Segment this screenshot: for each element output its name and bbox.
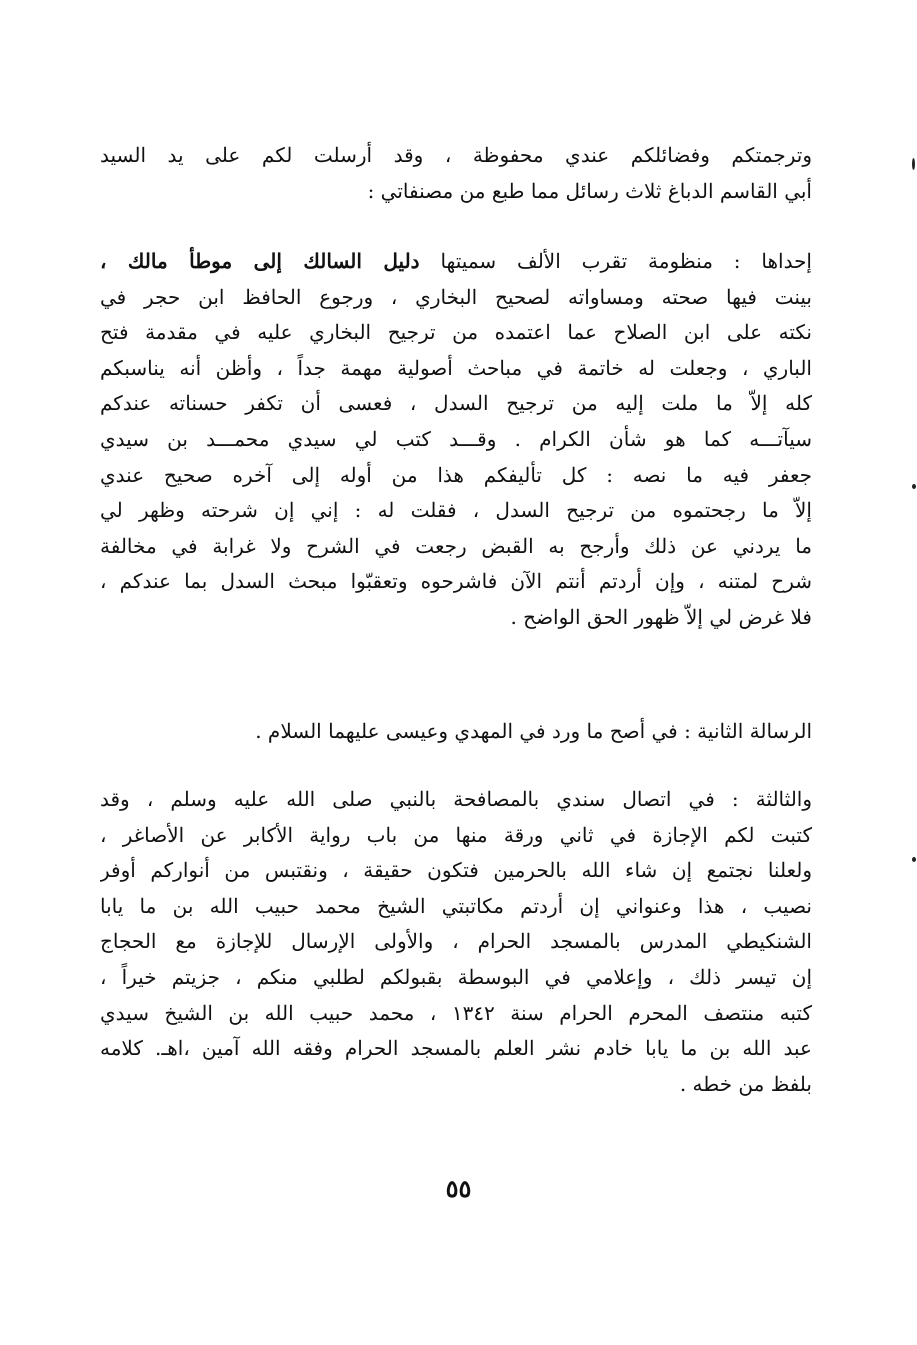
text-line: جعفر فيه ما نصه : كل تأليفكم هذا من أوله إلى آخره صحيح عندي xyxy=(100,462,812,487)
text-line: عبد الله بن ما يابا خادم نشر العلم بالمسجد الحرام وفقه الله آمين ،اهـ. كلامه xyxy=(100,1036,812,1061)
scan-speck xyxy=(912,484,916,489)
text-line: نكته على ابن الصلاح عما اعتمده من ترجيح البخاري عليه في مقدمة فتح xyxy=(100,320,812,345)
text-line: كتبت لكم الإجازة في ثاني ورقة منها من باب رواية الأكابر عن الأصاغر ، xyxy=(100,822,812,847)
paragraph-third-letter xyxy=(100,782,812,1102)
paragraph-second-letter xyxy=(100,714,812,750)
text-line: سيآتـــه كما هو شأن الكرام . وقـــد كتب لي سيدي محمـــد بن سيدي xyxy=(100,426,812,451)
text-run: إحداها : منظومة تقرب الألف سميتها xyxy=(419,249,812,273)
text-line: الرسالة الثانية : في أصح ما ورد في المهدي وعيسى عليهما السلام . xyxy=(255,719,812,743)
scan-speck xyxy=(912,158,915,170)
paragraph-intro xyxy=(100,138,812,209)
text-line: أبي القاسم الدباغ ثلاث رسائل مما طبع من مصنفاتي : xyxy=(367,178,812,203)
book-title: دليل السالك إلى موطأ مالك ، xyxy=(100,249,420,273)
text-line: شرح لمتنه ، وإن أردتم أنتم الآن فاشرحوه وتعقبّوا مبحث السدل بما عندكم ، xyxy=(100,569,812,594)
text-line: إلاّ ما رجحتموه من ترجيح السدل ، فقلت له : إني إن شرحته وظهر لي xyxy=(100,498,812,523)
text-line: ولعلنا نجتمع إن شاء الله بالحرمين فتكون حقيقة ، ونقتبس من أنواركم أوفر xyxy=(100,858,812,883)
text-line: كله إلاّ ما ملت إليه من ترجيح السدل ، فعسى أن تكفر حسناته عندكم xyxy=(100,391,812,416)
text-line: كتبه منتصف المحرم الحرام سنة ١٣٤٢ ، محمد حبيب الله بن الشيخ سيدي xyxy=(100,1000,812,1025)
text-line: بلفظ من خطه . xyxy=(679,1071,812,1096)
text-line: وترجمتكم وفضائلكم عندي محفوظة ، وقد أرسلت لكم على يد السيد xyxy=(100,143,812,167)
page-number: ٥٥ xyxy=(445,1174,472,1203)
text-line: فلا غرض لي إلاّ ظهور الحق الواضح . xyxy=(510,604,812,629)
text-line xyxy=(100,244,812,280)
text-line: الشنكيطي المدرس بالمسجد الحرام ، والأولى الإرسال للإجازة مع الحجاج xyxy=(100,929,812,954)
text-line: الباري ، وجعلت له خاتمة في مباحث أصولية مهمة جداً ، وأظن أنه يناسبكم xyxy=(100,355,812,380)
text-line: إن تيسر ذلك ، وإعلامي في البوسطة بقبولكم لطلبي منكم ، جزيتم خيراً ، xyxy=(100,964,812,989)
scan-speck xyxy=(912,857,916,862)
paragraph-first-letter xyxy=(100,244,812,636)
text-line: ما يردني عن ذلك وأرجح به القبض رجعت في الشرح ولا غرابة في مخالفة xyxy=(100,533,812,558)
text-line: والثالثة : في اتصال سندي بالمصافحة بالنبي صلى الله عليه وسلم ، وقد xyxy=(100,787,812,811)
text-line: بينت فيها صحته ومساواته لصحيح البخاري ، ورجوع الحافظ ابن حجر في xyxy=(100,284,812,309)
text-line: نصيب ، هذا وعنواني إن أردتم مكاتبتي الشيخ محمد حبيب الله بن ما يابا xyxy=(100,893,812,918)
